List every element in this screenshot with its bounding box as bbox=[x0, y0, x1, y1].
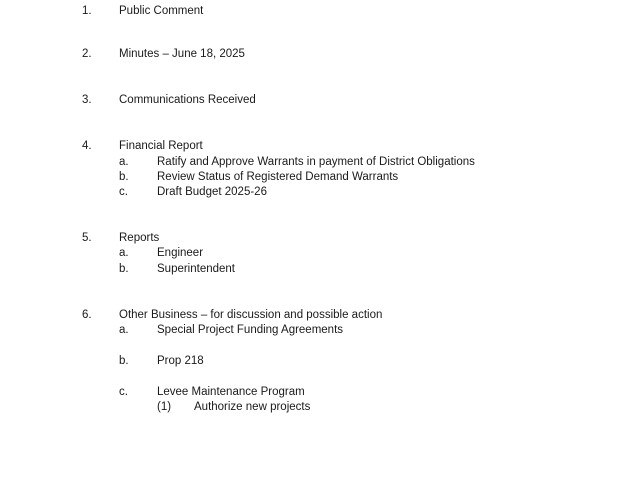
agenda-item-6b-letter: b. bbox=[119, 355, 129, 367]
agenda-item-4b-letter: b. bbox=[119, 171, 129, 183]
agenda-item-6a-text: Special Project Funding Agreements bbox=[157, 324, 344, 336]
agenda-item-6c-text: Levee Maintenance Program bbox=[157, 386, 305, 398]
agenda-item-1-number: 1. bbox=[82, 5, 92, 17]
agenda-item-4c-letter: c. bbox=[119, 186, 128, 198]
agenda-item-6a-letter: a. bbox=[119, 324, 129, 336]
agenda-item-6c1-number: (1) bbox=[157, 401, 172, 413]
agenda-item-4b-text: Review Status of Registered Demand Warrants bbox=[157, 171, 399, 183]
agenda-item-5b-text: Superintendent bbox=[157, 263, 236, 275]
agenda-item-4c-text: Draft Budget 2025-26 bbox=[157, 186, 267, 198]
agenda-item-5-title: Reports bbox=[119, 232, 160, 244]
agenda-item-6c1-text: Authorize new projects bbox=[194, 401, 311, 413]
agenda-item-2-number: 2. bbox=[82, 48, 92, 60]
agenda-item-6c-letter: c. bbox=[119, 386, 128, 398]
agenda-item-4-number: 4. bbox=[82, 140, 92, 152]
agenda-item-6-title: Other Business – for discussion and possible action bbox=[119, 309, 383, 321]
agenda-item-4a-letter: a. bbox=[119, 156, 129, 168]
agenda-item-5a-letter: a. bbox=[119, 247, 129, 259]
agenda-item-5b-letter: b. bbox=[119, 263, 129, 275]
agenda-item-6b-text: Prop 218 bbox=[157, 355, 204, 367]
agenda-item-5a-text: Engineer bbox=[157, 247, 204, 259]
agenda-item-1-title: Public Comment bbox=[119, 5, 204, 17]
agenda-item-5-number: 5. bbox=[82, 232, 92, 244]
agenda-item-6-number: 6. bbox=[82, 309, 92, 321]
agenda-item-3-number: 3. bbox=[82, 94, 92, 106]
agenda-item-4-title: Financial Report bbox=[119, 140, 203, 152]
agenda-item-2-title: Minutes – June 18, 2025 bbox=[119, 48, 245, 60]
agenda-item-4a-text: Ratify and Approve Warrants in payment of District Obligations bbox=[157, 156, 475, 168]
agenda-item-3-title: Communications Received bbox=[119, 94, 256, 106]
